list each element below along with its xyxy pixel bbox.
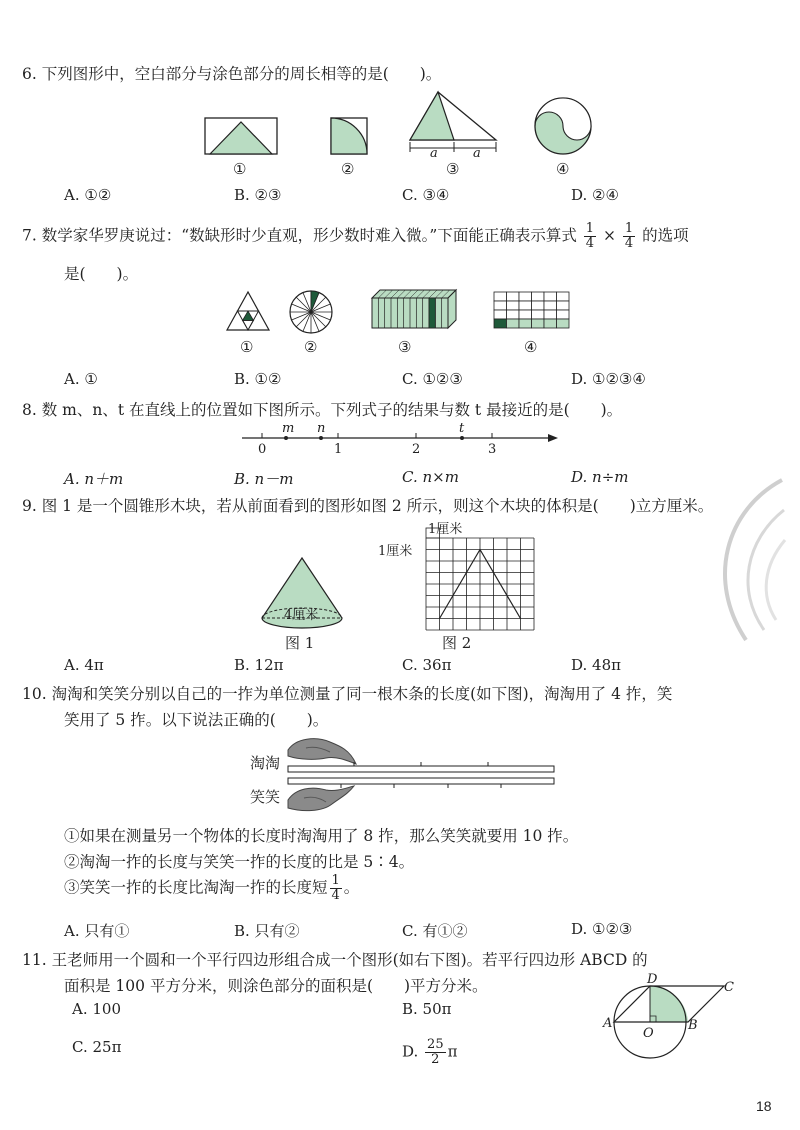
q6-figure-2 — [330, 116, 370, 156]
q10-statement-1: ①如果在测量另一个物体的长度时淘淘用了 8 拃，那么笑笑就要用 10 拃。 — [64, 827, 579, 845]
q8-option-b[interactable]: B. n－m — [234, 470, 294, 488]
q7-fig-label-2: ② — [304, 338, 318, 356]
q11-circle-parallelogram — [612, 982, 732, 1064]
q7-frac2-den: 4 — [624, 236, 634, 251]
q11-d-frac-den: 2 — [431, 1052, 440, 1067]
q10-statement-2: ②淘淘一拃的长度与笑笑一拃的长度的比是 5∶4。 — [64, 853, 415, 871]
decorative-arcs — [686, 470, 786, 670]
q9-cone-label: 4厘米 — [284, 608, 319, 623]
hand-icon-top — [286, 734, 358, 770]
q9-fig2-caption: 图 2 — [442, 634, 472, 652]
q7-fig-label-4: ④ — [524, 338, 538, 356]
q9-option-b[interactable]: B. 12π — [234, 656, 284, 674]
q6-dim-a-right: a — [473, 146, 481, 161]
q11-option-d-suffix: π — [447, 1042, 458, 1061]
q10-wood-strips — [288, 766, 558, 788]
q8-point-t: t — [459, 421, 465, 436]
q7-option-d[interactable]: D. ①②③④ — [571, 370, 646, 388]
q7-option-a[interactable]: A. ① — [64, 370, 98, 388]
q6-fig-label-3: ③ — [446, 160, 460, 178]
q11-point-a: A — [603, 1016, 613, 1031]
q9-option-a[interactable]: A. 4π — [64, 656, 104, 674]
q7-frac1-num: 1 — [585, 221, 595, 236]
q11-point-o: O — [643, 1026, 654, 1041]
q7-fraction-1 — [584, 222, 596, 251]
q10-name-taotao: 淘淘 — [250, 754, 281, 772]
q11-option-d-fraction — [425, 1038, 446, 1067]
q6-option-d[interactable]: D. ②④ — [571, 186, 619, 204]
q6-fig-label-2: ② — [341, 160, 355, 178]
q10-option-a[interactable]: A. 只有① — [64, 922, 130, 940]
q9-text: 9. 图 1 是一个圆锥形木块，若从前面看到的图形如图 2 所示，则这个木块的体积是( )立方厘米。 — [22, 497, 714, 515]
q10-text-line1: 10. 淘淘和笑笑分别以自己的一拃为单位测量了同一根木条的长度(如下图)，淘淘用了 4 拃，笑 — [22, 685, 673, 703]
q10-text-line2: 笑用了 5 拃。以下说法正确的( )。 — [64, 711, 329, 729]
q9-grid-front-view — [424, 536, 536, 630]
q8-tick-0: 0 — [258, 442, 267, 457]
q8-point-n: n — [317, 421, 326, 436]
q10-frac-den: 4 — [331, 888, 340, 903]
q6-fig-label-1: ① — [233, 160, 247, 178]
q11-point-c: C — [724, 980, 734, 995]
q9-unit-left: 1厘米 — [378, 544, 413, 559]
q7-option-b[interactable]: B. ①② — [234, 370, 282, 388]
q11-option-d[interactable] — [402, 1038, 457, 1067]
q10-statement-3-text: ③笑笑一拃的长度比淘淘一拃的长度短 — [64, 878, 328, 897]
q8-option-d[interactable]: D. n÷m — [571, 468, 629, 486]
q10-fraction — [330, 874, 342, 903]
q10-name-xiaoxiao: 笑笑 — [250, 788, 281, 806]
q6-option-c[interactable]: C. ③④ — [402, 186, 450, 204]
q6-text: 6. 下列图形中，空白部分与涂色部分的周长相等的是( )。 — [22, 65, 442, 83]
q6-dim-a-left: a — [430, 146, 438, 161]
q8-tick-3: 3 — [488, 442, 497, 457]
q6-option-a[interactable]: A. ①② — [64, 186, 112, 204]
q11-option-d-label: D. — [402, 1042, 419, 1061]
q6-fig-label-4: ④ — [556, 160, 570, 178]
q7-option-c[interactable]: C. ①②③ — [402, 370, 463, 388]
q11-d-frac-num: 25 — [427, 1037, 444, 1052]
q8-text: 8. 数 m、n、t 在直线上的位置如下图所示。下列式子的结果与数 t 最接近的是( )。 — [22, 401, 623, 419]
q6-figure-3 — [408, 90, 500, 162]
q7-figure-4-grid — [493, 291, 571, 329]
q7-fig-label-3: ③ — [398, 338, 412, 356]
q7-frac1-den: 4 — [585, 236, 595, 251]
q7-fraction-2 — [623, 222, 635, 251]
q10-option-b[interactable]: B. 只有② — [234, 922, 300, 940]
q10-option-c[interactable]: C. 有①② — [402, 922, 468, 940]
q6-figure-4 — [533, 96, 593, 156]
q11-point-b: B — [688, 1018, 698, 1033]
q11-option-c[interactable]: C. 25π — [72, 1038, 122, 1056]
q7-frac2-num: 1 — [624, 221, 634, 236]
q8-tick-1: 1 — [334, 442, 343, 457]
q11-text-line1: 11. 王老师用一个圆和一个平行四边形组合成一个图形(如右下图)。若平行四边形 ABCD 的 — [22, 951, 648, 969]
q10-frac-num: 1 — [331, 873, 340, 888]
q9-fig1-caption: 图 1 — [285, 634, 315, 652]
q9-unit-top: 1厘米 — [428, 522, 463, 537]
q7-figure-2-circle — [288, 289, 334, 335]
q11-option-b[interactable]: B. 50π — [402, 1000, 452, 1018]
q8-option-a[interactable]: A. n＋m — [64, 470, 124, 488]
q8-point-m: m — [282, 421, 295, 436]
q7-fig-label-1: ① — [240, 338, 254, 356]
q9-option-c[interactable]: C. 36π — [402, 656, 452, 674]
q7-text-line2: 是( )。 — [64, 265, 139, 283]
q10-statement-3-end: 。 — [343, 878, 360, 897]
q6-option-b[interactable]: B. ②③ — [234, 186, 282, 204]
q7-figure-3-cuboid — [370, 288, 458, 332]
q10-option-d[interactable]: D. ①②③ — [571, 920, 633, 938]
q7-figure-1-triangle — [225, 290, 271, 332]
q7-text-b: 的选项 — [642, 226, 689, 245]
q10-statement-3 — [64, 874, 359, 903]
q6-figure-1 — [204, 116, 278, 156]
q7-text-a: 7. 数学家华罗庚说过：“数缺形时少直观，形少数时难入微。”下面能正确表示算式 — [22, 226, 577, 245]
q11-option-a[interactable]: A. 100 — [72, 1000, 121, 1018]
q11-text-line2: 面积是 100 平方分米，则涂色部分的面积是( )平方分米。 — [64, 977, 488, 995]
q11-point-d: D — [647, 972, 658, 987]
page-number: 18 — [756, 1098, 772, 1114]
q9-option-d[interactable]: D. 48π — [571, 656, 621, 674]
q8-tick-2: 2 — [412, 442, 421, 457]
q7-text-line1 — [22, 222, 689, 251]
q8-option-c[interactable]: C. n×m — [402, 468, 459, 486]
q7-times: × — [602, 226, 616, 245]
